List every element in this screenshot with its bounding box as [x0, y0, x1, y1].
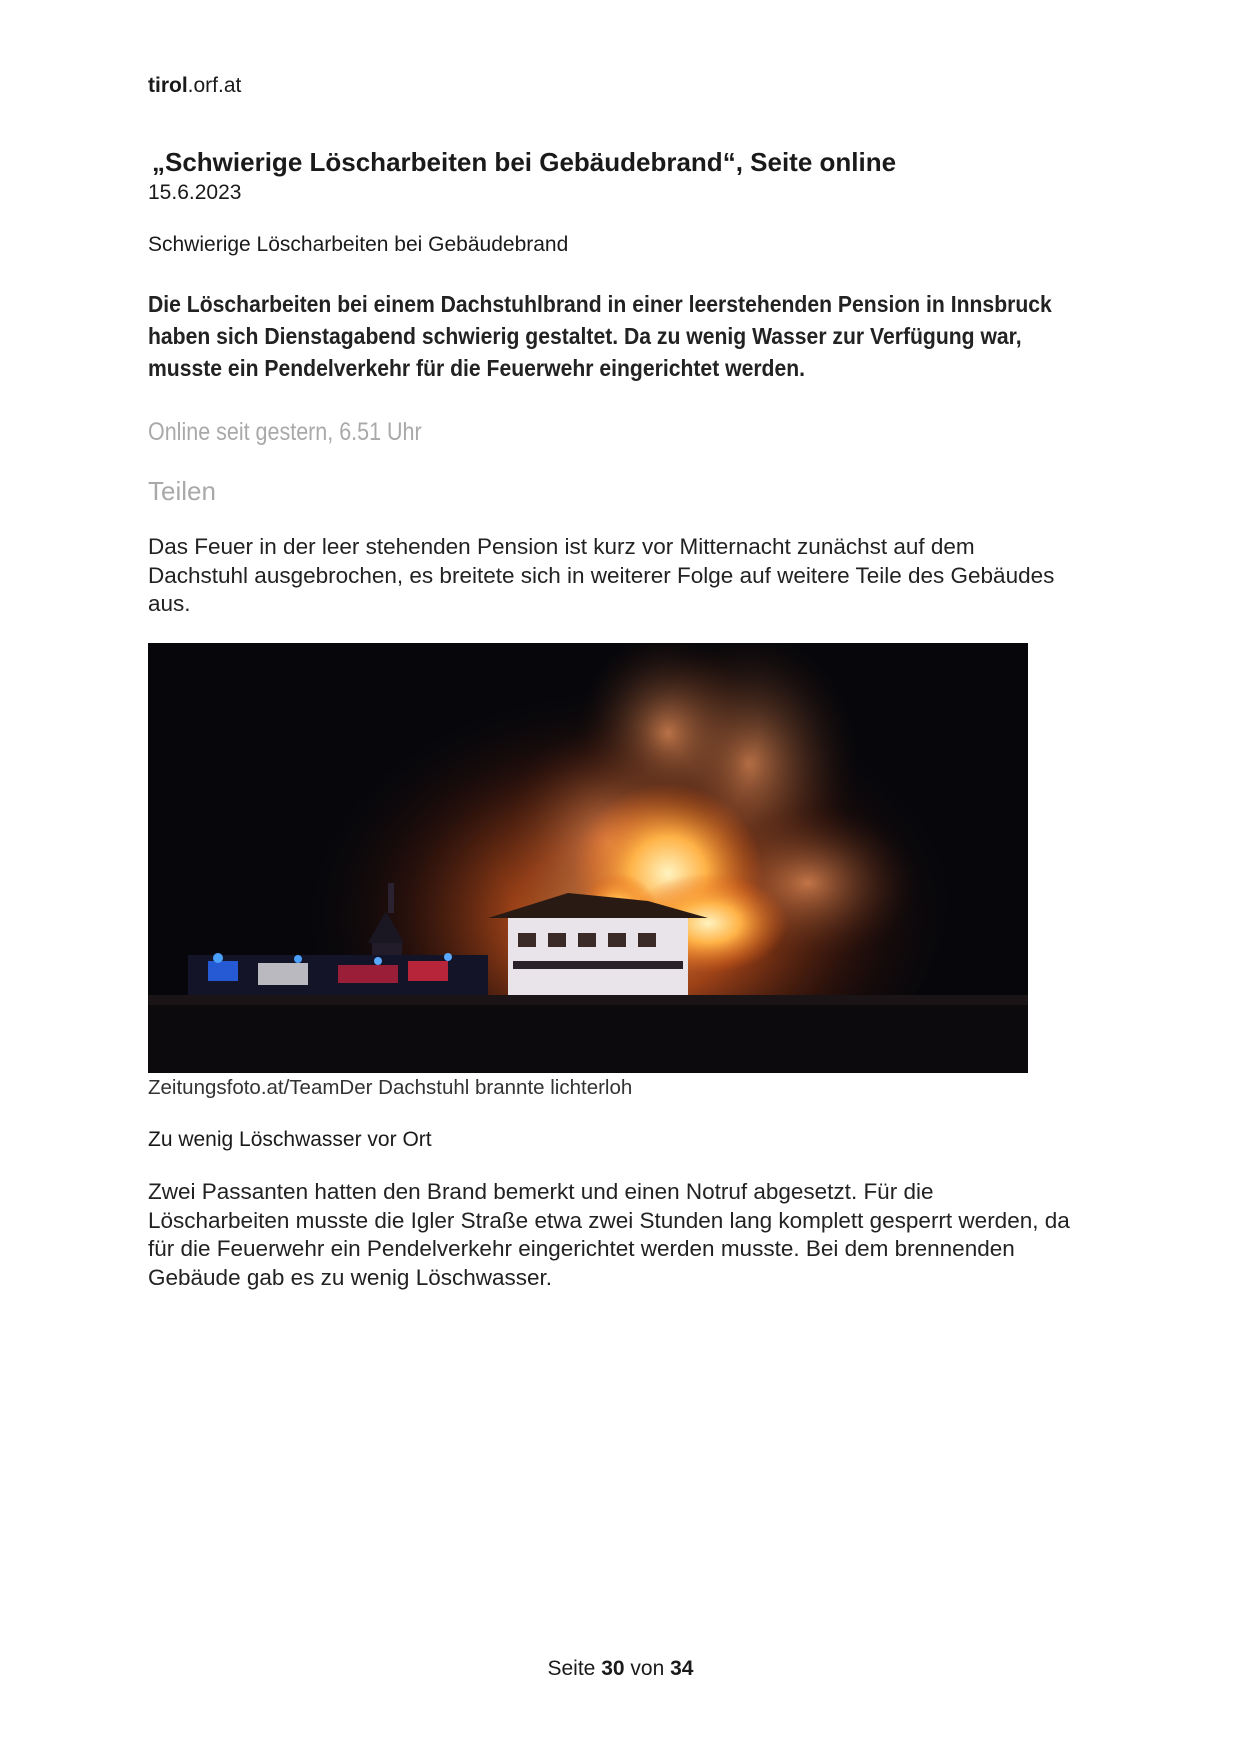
article-title: Schwierige Löscharbeiten bei Gebäudebrand [148, 233, 569, 256]
page-footer [0, 1657, 1241, 1681]
document-date: 15.6.2023 [148, 181, 242, 204]
section-subheading: Zu wenig Löschwasser vor Ort [148, 1128, 432, 1151]
article-lead: Die Löscharbeiten bei einem Dachstuhlbrand in einer leerstehenden Pension in Innsbruck haben sich Dienstagabend schwierig gestaltet. Da zu wenig Wasser zur Verfügung war, musste ein Pendelverkehr für die Feuerwehr eingerichtet werden. [148, 291, 1052, 381]
online-timestamp: Online seit gestern, 6.51 Uhr [148, 418, 422, 446]
document-title: „Schwierige Löscharbeiten bei Gebäudebrand“, Seite online [152, 147, 897, 177]
page-current: 30 [601, 1657, 625, 1680]
article-paragraph-1: Das Feuer in der leer stehenden Pension ist kurz vor Mitternacht zunächst auf dem Dachstuhl ausgebrochen, es breitete sich in weiterer Folge auf weitere Teile des Gebäudes aus. [148, 534, 1055, 616]
source-site-bold: tirol [148, 74, 188, 97]
page-label: Seite [547, 1657, 596, 1680]
article-photo-fire [148, 643, 1028, 1073]
fire-photo-illustration [148, 643, 1028, 1073]
photo-caption: Zeitungsfoto.at/TeamDer Dachstuhl brannte lichterloh [148, 1076, 633, 1099]
page-total: 34 [670, 1657, 694, 1680]
page-separator: von [630, 1657, 665, 1680]
source-site [148, 74, 241, 98]
source-site-rest: .orf.at [187, 74, 242, 97]
share-link[interactable]: Teilen [148, 476, 216, 506]
article-paragraph-2: Zwei Passanten hatten den Brand bemerkt und einen Notruf abgesetzt. Für die Löscharbeiten musste die Igler Straße etwa zwei Stunden lang komplett gesperrt werden, da für die Feuerwehr ein Pendelverkehr eingerichtet werden musste. Bei dem brennenden Gebäude gab es zu wenig Löschwasser. [148, 1179, 1070, 1290]
